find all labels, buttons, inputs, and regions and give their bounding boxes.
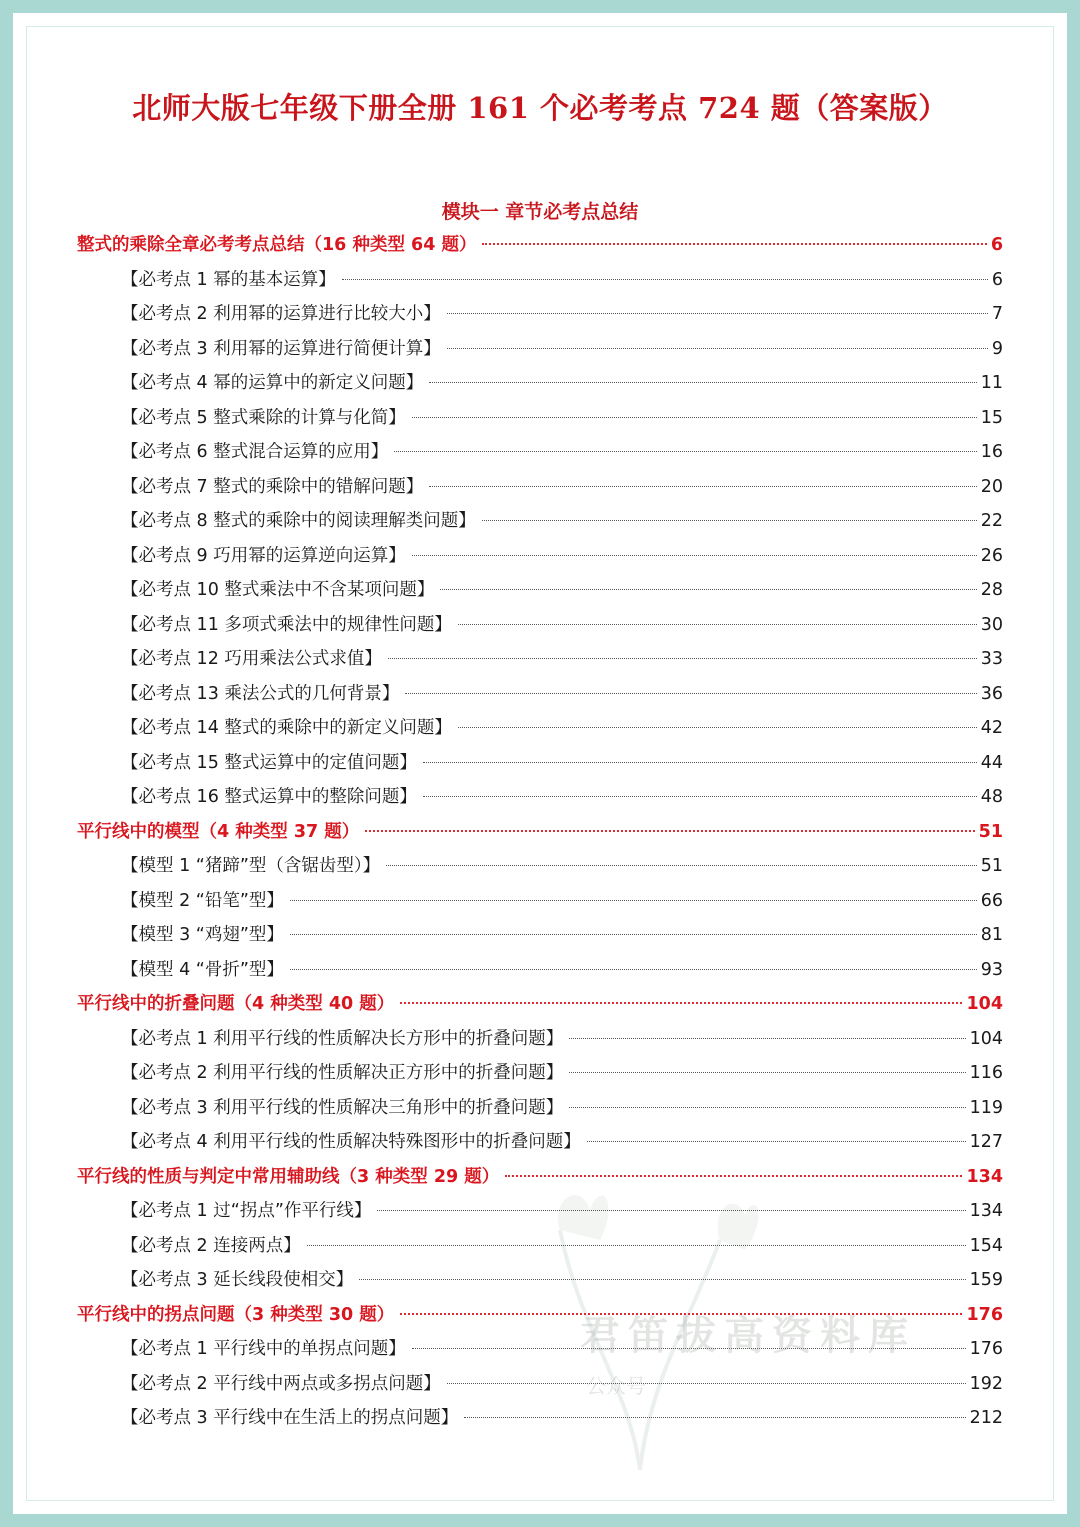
toc-entry-label: 【必考点 3 延长线段使相交】 bbox=[121, 1270, 354, 1290]
toc-page-number: 81 bbox=[980, 925, 1003, 945]
toc-dot-leader bbox=[290, 900, 977, 901]
watermark-subtext: 公众号 bbox=[586, 1374, 646, 1398]
toc-page-number: 104 bbox=[969, 1028, 1003, 1049]
toc-page-number: 28 bbox=[980, 580, 1003, 600]
toc-page-number: 22 bbox=[980, 511, 1003, 531]
toc-item-row[interactable] bbox=[77, 332, 1003, 367]
toc-dot-leader bbox=[587, 1141, 966, 1142]
toc-item-row[interactable] bbox=[77, 1022, 1003, 1057]
toc-page-number: 6 bbox=[990, 235, 1003, 255]
toc-item-row[interactable] bbox=[77, 1263, 1003, 1298]
toc-dot-leader bbox=[377, 1210, 965, 1211]
toc-entry-label: 平行线中的折叠问题（4 种类型 40 题） bbox=[77, 994, 395, 1014]
toc-entry-label: 平行线中的模型（4 种类型 37 题） bbox=[77, 821, 360, 842]
toc-page-number: 159 bbox=[969, 1270, 1003, 1290]
toc-item-row[interactable] bbox=[77, 366, 1003, 401]
toc-item-row[interactable] bbox=[77, 746, 1003, 781]
toc-entry-label: 【必考点 1 利用平行线的性质解决长方形中的折叠问题】 bbox=[121, 1028, 564, 1049]
toc-item-row[interactable] bbox=[77, 780, 1003, 815]
toc-page-number: 176 bbox=[966, 1304, 1003, 1325]
toc-dot-leader bbox=[447, 348, 988, 349]
toc-dot-leader bbox=[429, 382, 976, 383]
toc-entry-label: 【必考点 6 整式混合运算的应用】 bbox=[121, 442, 389, 462]
toc-item-row[interactable] bbox=[77, 1367, 1003, 1402]
toc-dot-leader bbox=[423, 796, 977, 797]
toc-item-row[interactable] bbox=[77, 849, 1003, 884]
toc-entry-label: 平行线的性质与判定中常用辅助线（3 种类型 29 题） bbox=[77, 1166, 500, 1187]
toc-page-number: 9 bbox=[991, 338, 1003, 359]
toc-item-row[interactable] bbox=[77, 1091, 1003, 1126]
toc-page-number: 6 bbox=[991, 269, 1003, 290]
toc-entry-label: 【必考点 9 巧用幂的运算逆向运算】 bbox=[121, 545, 406, 566]
toc-item-row[interactable] bbox=[77, 1194, 1003, 1229]
toc-dot-leader bbox=[505, 1175, 962, 1177]
toc-entry-label: 【必考点 1 过“拐点”作平行线】 bbox=[121, 1201, 372, 1221]
toc-dot-leader bbox=[569, 1038, 965, 1039]
toc-item-row[interactable] bbox=[77, 1125, 1003, 1160]
toc-dot-leader bbox=[569, 1107, 965, 1108]
toc-section-row[interactable] bbox=[77, 815, 1003, 850]
toc-page-number: 176 bbox=[969, 1339, 1003, 1359]
toc-entry-label: 【必考点 5 整式乘除的计算与化简】 bbox=[121, 407, 406, 428]
toc-page-number: 33 bbox=[980, 649, 1003, 669]
toc-page-number: 127 bbox=[969, 1132, 1003, 1152]
toc-item-row[interactable] bbox=[77, 470, 1003, 505]
watermark-text: 君笛拔高资料库 bbox=[580, 1312, 916, 1359]
toc-page-number: 93 bbox=[980, 959, 1003, 980]
document-title: 北师大版七年级下册全册 161 个必考考点 724 题（答案版） bbox=[132, 91, 948, 125]
toc-entry-label: 【模型 1 “猪蹄”型（含锯齿型）】 bbox=[121, 856, 381, 876]
toc-entry-label: 【必考点 2 平行线中两点或多拐点问题】 bbox=[121, 1373, 441, 1394]
toc-entry-label: 【必考点 4 幂的运算中的新定义问题】 bbox=[121, 373, 424, 393]
toc-entry-label: 【必考点 3 平行线中在生活上的拐点问题】 bbox=[121, 1408, 459, 1428]
toc-entry-label: 平行线中的拐点问题（3 种类型 30 题） bbox=[77, 1304, 395, 1325]
toc-dot-leader bbox=[429, 486, 976, 487]
toc-item-row[interactable] bbox=[77, 435, 1003, 470]
toc-entry-label: 【必考点 1 幂的基本运算】 bbox=[121, 269, 336, 290]
toc-page-number: 134 bbox=[966, 1166, 1003, 1187]
toc-dot-leader bbox=[458, 624, 977, 625]
toc-item-row[interactable] bbox=[77, 263, 1003, 298]
toc-dot-leader bbox=[405, 693, 976, 694]
toc-dot-leader bbox=[400, 1002, 962, 1004]
toc-item-row[interactable] bbox=[77, 297, 1003, 332]
toc-section-row[interactable] bbox=[77, 228, 1003, 263]
toc-entry-label: 整式的乘除全章必考考点总结（16 种类型 64 题） bbox=[77, 235, 477, 255]
toc-item-row[interactable] bbox=[77, 953, 1003, 988]
toc-entry-label: 【必考点 16 整式运算中的整除问题】 bbox=[121, 787, 417, 807]
toc-page-number: 134 bbox=[969, 1201, 1003, 1221]
toc-entry-label: 【必考点 1 平行线中的单拐点问题】 bbox=[121, 1339, 406, 1359]
toc-item-row[interactable] bbox=[77, 711, 1003, 746]
toc-entry-label: 【必考点 10 整式乘法中不含某项问题】 bbox=[121, 580, 435, 600]
toc-item-row[interactable] bbox=[77, 677, 1003, 712]
toc-page-number: 7 bbox=[991, 304, 1003, 324]
toc-item-row[interactable] bbox=[77, 918, 1003, 953]
toc-dot-leader bbox=[290, 969, 977, 970]
toc-page-number: 36 bbox=[980, 683, 1003, 704]
toc-page-number: 26 bbox=[980, 545, 1003, 566]
toc-entry-label: 【必考点 7 整式的乘除中的错解问题】 bbox=[121, 476, 424, 497]
toc-dot-leader bbox=[388, 658, 977, 659]
toc-dot-leader bbox=[447, 313, 988, 314]
toc-dot-leader bbox=[447, 1383, 966, 1384]
toc-item-row[interactable] bbox=[77, 884, 1003, 919]
toc-entry-label: 【必考点 15 整式运算中的定值问题】 bbox=[121, 752, 417, 773]
toc-dot-leader bbox=[482, 520, 977, 521]
toc-dot-leader bbox=[440, 589, 976, 590]
toc-dot-leader bbox=[307, 1245, 966, 1246]
toc-entry-label: 【必考点 8 整式的乘除中的阅读理解类问题】 bbox=[121, 511, 476, 531]
toc-dot-leader bbox=[365, 830, 974, 832]
toc-entry-label: 【模型 2 “铅笔”型】 bbox=[121, 890, 284, 911]
toc-page-number: 42 bbox=[980, 718, 1003, 738]
toc-item-row[interactable] bbox=[77, 1229, 1003, 1264]
toc-dot-leader bbox=[394, 451, 976, 452]
toc-item-row[interactable] bbox=[77, 642, 1003, 677]
toc-entry-label: 【必考点 11 多项式乘法中的规律性问题】 bbox=[121, 614, 452, 635]
toc-dot-leader bbox=[290, 934, 977, 935]
toc-page-number: 51 bbox=[980, 856, 1003, 876]
toc-page-number: 212 bbox=[969, 1408, 1003, 1428]
toc-entry-label: 【必考点 3 利用平行线的性质解决三角形中的折叠问题】 bbox=[121, 1097, 564, 1118]
toc-dot-leader bbox=[458, 727, 977, 728]
toc-page-number: 11 bbox=[980, 373, 1003, 393]
toc-section-row[interactable] bbox=[77, 987, 1003, 1022]
toc-page-number: 116 bbox=[969, 1063, 1003, 1083]
toc-dot-leader bbox=[464, 1417, 965, 1418]
toc-entry-label: 【必考点 14 整式的乘除中的新定义问题】 bbox=[121, 718, 452, 738]
toc-page-number: 192 bbox=[969, 1373, 1003, 1394]
toc-item-row[interactable] bbox=[77, 539, 1003, 574]
toc-page-number: 16 bbox=[980, 442, 1003, 462]
toc-entry-label: 【模型 4 “骨折”型】 bbox=[121, 959, 284, 980]
toc-dot-leader bbox=[412, 417, 977, 418]
toc-entry-label: 【必考点 3 利用幂的运算进行简便计算】 bbox=[121, 338, 441, 359]
toc-entry-label: 【必考点 13 乘法公式的几何背景】 bbox=[121, 683, 400, 704]
table-of-contents bbox=[77, 228, 1003, 1436]
toc-page-number: 119 bbox=[969, 1097, 1003, 1118]
toc-item-row[interactable] bbox=[77, 1056, 1003, 1091]
toc-page-number: 48 bbox=[980, 787, 1003, 807]
toc-entry-label: 【模型 3 “鸡翅”型】 bbox=[121, 925, 284, 945]
toc-page-number: 15 bbox=[980, 407, 1003, 428]
toc-entry-label: 【必考点 2 连接两点】 bbox=[121, 1235, 301, 1256]
toc-dot-leader bbox=[423, 762, 977, 763]
toc-page-number: 51 bbox=[978, 821, 1003, 842]
toc-dot-leader bbox=[359, 1279, 965, 1280]
toc-item-row[interactable] bbox=[77, 573, 1003, 608]
toc-entry-label: 【必考点 2 利用平行线的性质解决正方形中的折叠问题】 bbox=[121, 1063, 564, 1083]
toc-page-number: 44 bbox=[980, 752, 1003, 773]
toc-dot-leader bbox=[569, 1072, 965, 1073]
toc-dot-leader bbox=[342, 279, 988, 280]
toc-entry-label: 【必考点 12 巧用乘法公式求值】 bbox=[121, 649, 382, 669]
toc-page-number: 104 bbox=[966, 994, 1003, 1014]
module-title: 模块一 章节必考点总结 bbox=[441, 201, 639, 223]
toc-page-number: 20 bbox=[980, 476, 1003, 497]
toc-entry-label: 【必考点 2 利用幂的运算进行比较大小】 bbox=[121, 304, 441, 324]
toc-dot-leader bbox=[482, 243, 986, 245]
toc-page-number: 154 bbox=[969, 1235, 1003, 1256]
toc-dot-leader bbox=[386, 865, 977, 866]
toc-dot-leader bbox=[412, 555, 977, 556]
toc-page-number: 66 bbox=[980, 890, 1003, 911]
toc-entry-label: 【必考点 4 利用平行线的性质解决特殊图形中的折叠问题】 bbox=[121, 1132, 581, 1152]
toc-item-row[interactable] bbox=[77, 1401, 1003, 1436]
toc-page-number: 30 bbox=[980, 614, 1003, 635]
toc-item-row[interactable] bbox=[77, 401, 1003, 436]
toc-item-row[interactable] bbox=[77, 504, 1003, 539]
toc-section-row[interactable] bbox=[77, 1160, 1003, 1195]
toc-item-row[interactable] bbox=[77, 608, 1003, 643]
